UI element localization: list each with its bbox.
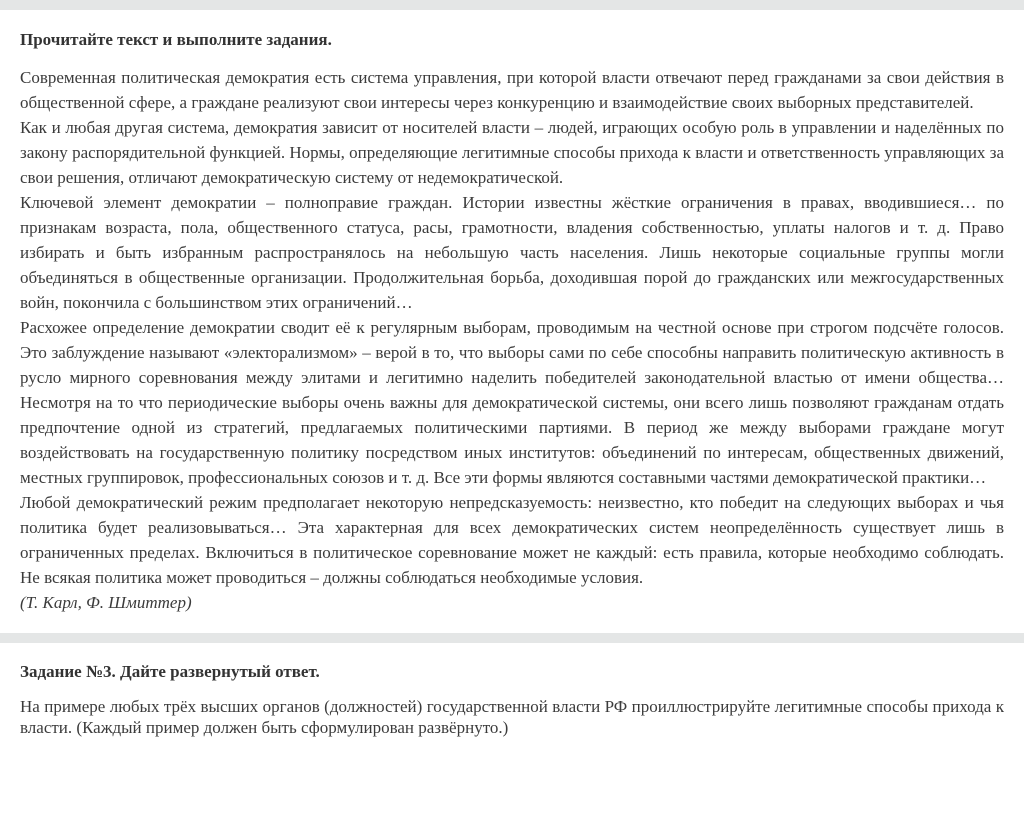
reading-section: [0, 10, 1024, 615]
task-section: [0, 643, 1024, 738]
text-paragraph-5: Любой демократический режим предполагает некоторую непредсказуемость: неизвестно, кто победит на следующих выборах и чья политика будет реализовываться… Эта характерная для всех демократических систем неопределённость существует лишь в ограниченных пределах. Включиться в политическое соревнование может не каждый: есть правила, которые необходимо соблюдать. Не всякая политика может проводиться – должны соблюдаться необходимые условия.: [20, 493, 1004, 587]
text-paragraph-2: Как и любая другая система, демократия зависит от носителей власти – людей, играющих особую роль в управлении и наделённых по закону распорядительной функцией. Нормы, определяющие легитимные способы прихода к власти и ответственность управляющих за свои решения, отличают демократическую систему от недемократической.: [20, 118, 1004, 187]
task-heading: Задание №3. Дайте развернутый ответ.: [20, 662, 320, 681]
section-separator: [0, 633, 1024, 643]
top-separator: [0, 0, 1024, 10]
text-paragraph-4: Расхожее определение демократии сводит её к регулярным выборам, проводимым на честной основе при строгом подсчёте голосов. Это заблуждение называют «электорализмом» – верой в то, что выборы сами по себе способны направить политическую активность в русло мирного соревнования между элитами и легитимно наделить победителей законодательной властью от имени общества… Несмотря на то что периодические выборы очень важны для демократической системы, они всего лишь позволяют гражданам отдать предпочтение одной из стратегий, предлагаемых политическими партиями. В период же между выборами граждане могут воздействовать на государственную политику посредством иных институтов: объединений по интересам, общественных движений, местных группировок, профессиональных союзов и т. д. Все эти формы являются составными частями демократической практики…: [20, 318, 1004, 487]
text-paragraph-3: Ключевой элемент демократии – полноправие граждан. Истории известны жёсткие ограничения в правах, вводившиеся… по признакам возраста, пола, общественного статуса, расы, грамотности, владения собственностью, уплаты налогов и т. д. Право избирать и быть избранным распространялось на небольшую часть населения. Лишь некоторые социальные группы могли объединяться в общественные организации. Продолжительная борьба, доходившая порой до гражданских или межгосударственных войн, покончила с большинством этих ограничений…: [20, 193, 1004, 312]
task-text: На примере любых трёх высших органов (должностей) государственной власти РФ проиллюстрируйте легитимные способы прихода к власти. (Каждый пример должен быть сформулирован развёрнуто.): [20, 697, 1004, 737]
text-paragraph-1: Современная политическая демократия есть система управления, при которой власти отвечают перед гражданами за свои действия в общественной сфере, а граждане реализуют свои интересы через конкуренцию и взаимодействие своих выборных представителей.: [20, 68, 1004, 112]
reading-heading: Прочитайте текст и выполните задания.: [20, 30, 332, 49]
text-author: (Т. Карл, Ф. Шмиттер): [20, 593, 192, 612]
